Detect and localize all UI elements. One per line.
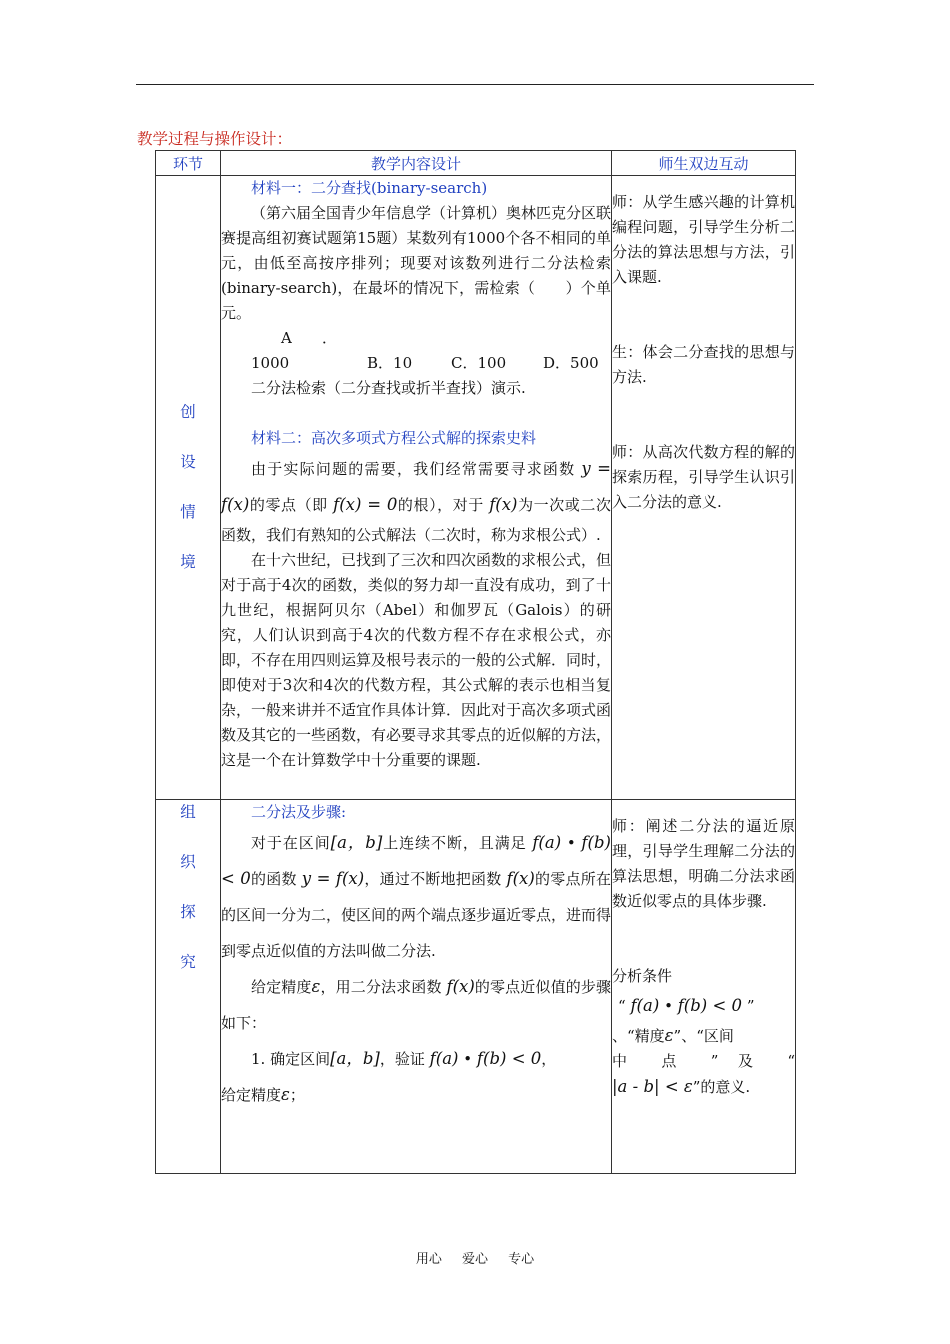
stage-char: 境: [180, 553, 196, 571]
dot-operator: •: [566, 834, 576, 852]
formula-fa: f(a): [630, 996, 660, 1015]
bisection-steps-intro: [221, 969, 611, 1041]
interval-ab: [a，b]: [330, 1049, 380, 1068]
header-content: 教学内容设计: [221, 151, 612, 176]
header-rule: [136, 84, 814, 85]
text-run: ，验证: [379, 1050, 425, 1068]
analysis-title: 分析条件: [612, 967, 673, 985]
formula-fx-eq-0: f(x) = 0: [333, 495, 398, 514]
stage-char: 究: [180, 953, 196, 971]
bisection-step-1: [221, 1041, 611, 1077]
formula-fb-lt-0: f(b) < 0: [677, 996, 743, 1015]
stage-char: 情: [180, 503, 196, 521]
table-header-row: [156, 151, 796, 176]
text-run: 给定精度: [221, 1086, 282, 1104]
bisection-step-1-cont: [221, 1077, 611, 1113]
bisection-title: 二分法及步骤:: [251, 803, 347, 821]
student-note-1: 生：体会二分查找的思想与方法.: [612, 343, 795, 386]
option-a: A．1000: [251, 329, 337, 372]
text-run: 中: [612, 1052, 642, 1070]
interaction-cell: [612, 176, 796, 800]
bisection-definition: [221, 825, 611, 969]
section-heading: 教学过程与操作设计：: [137, 130, 293, 148]
epsilon-symbol: ε: [281, 1085, 290, 1104]
footer-text: 爱心: [461, 1252, 488, 1267]
material-two-title: 材料二：高次多项式方程公式解的探索史料: [251, 429, 537, 447]
header-stage: 环节: [156, 151, 221, 176]
footer-text: 用心: [415, 1252, 442, 1267]
text-run: 及: [737, 1052, 768, 1070]
text-run: 的函数: [250, 870, 297, 888]
formula-abs-a-b-lt-eps: |a - b| < ε: [612, 1077, 693, 1096]
text-run: 上连续不断，且满足: [382, 834, 527, 852]
lesson-table: [155, 150, 796, 1174]
material-two-history: 在十六世纪，已找到了三次和四次函数的求根公式，但对于高于4次的函数，类似的努力却一直没有成功，到了十九世纪，根据阿贝尔（Abel）和伽罗瓦（Galois）的研究，人们认识到高于4次的代数方程不存在求根公式，亦即，不存在用四则运算及根号表示的一般的公式解．同时，即使对于3次和4次的代数方程，其公式解的表示也相当复杂，一般来讲并不适宜作具体计算．因此对于高次多项式函数及其它的一些函数，有必要寻求其零点的近似解的方法，这是一个在计算数学中十分重要的课题.: [221, 551, 612, 769]
teacher-note-1: 师：从学生感兴趣的计算机编程问题，引导学生分析二分法的算法思想与方法，引入课题.: [612, 193, 795, 286]
formula-fa: f(a): [429, 1049, 459, 1068]
analysis-line-2: [612, 1023, 795, 1049]
material-one-title: 材料一：二分查找(binary-search): [251, 179, 488, 197]
quote-open: “: [618, 997, 626, 1015]
demo-note: 二分法检索（二分查找或折半查找）演示.: [251, 379, 526, 397]
content-cell: [221, 800, 612, 1174]
text-run: ”、“区间: [673, 1027, 734, 1045]
stage-char: 设: [180, 453, 196, 471]
stage-cell: [156, 800, 221, 1174]
table-row: [156, 176, 796, 800]
interval-ab: [a，b]: [330, 833, 383, 852]
text-run: ，用二分法求函数: [320, 978, 442, 996]
analysis-line-4: [612, 1074, 795, 1100]
footer-text: 专心: [508, 1252, 535, 1267]
formula-y-eq-fx: y = f(x): [301, 869, 365, 888]
epsilon-symbol: ε: [311, 977, 321, 996]
text-run: 给定精度: [251, 978, 312, 996]
interaction-cell: [612, 800, 796, 1174]
formula-y-eq-fx: y = f(x): [221, 459, 611, 514]
formula-fx: f(x): [446, 977, 475, 996]
formula-fb-lt-0: f(b) < 0: [221, 833, 611, 888]
text-run: ，通过不断地把函数: [364, 870, 502, 888]
text-run: 的零点（即: [249, 496, 328, 514]
material-one-text: （第六届全国青少年信息学（计算机）奥林匹克分区联赛提高组初赛试题第15题）某数列有1000个各不相同的单元，由低至高按序排列；现要对该数列进行二分法检索(binary-search)，在最坏的情况下，需检索（ ）个单元。: [221, 204, 612, 322]
text-run: 点: [661, 1052, 692, 1070]
text-run: 为一次或二次函数，我们有熟知的公式解法（二次时，称为求根公式）.: [221, 496, 611, 544]
teacher-note-3: 师：阐述二分法的逼近原理，引导学生理解二分法的算法思想，明确二分法求函数近似零点的具体步骤.: [612, 817, 795, 910]
teacher-note-2: 师：从高次代数方程的解的探索历程，引导学生认识引入二分法的意义.: [612, 443, 795, 511]
stage-char: 探: [180, 903, 196, 921]
material-two-intro: [221, 451, 611, 548]
option-d: D．500: [543, 354, 599, 372]
stage-char: 织: [180, 853, 196, 871]
text-run: 1. 确定区间: [251, 1050, 331, 1068]
text-run: 的零点所在的区间一分为二，使区间的两个端点逐步逼近零点，进而得到零点近似值的方法叫做二分法.: [221, 870, 612, 960]
text-run: “: [787, 1052, 795, 1070]
analysis-line-3: [612, 1049, 795, 1074]
text-run: 的根），对于: [397, 496, 484, 514]
page-footer: [0, 1248, 950, 1267]
stage-cell: [156, 176, 221, 800]
dot-operator: •: [664, 997, 673, 1015]
analysis-condition: [612, 989, 795, 1023]
option-c: C．100: [451, 354, 507, 372]
stage-char: 创: [180, 403, 196, 421]
header-interaction: 师生双边互动: [612, 151, 796, 176]
content-cell: [221, 176, 612, 800]
formula-fa: f(a): [532, 833, 562, 852]
text-run: 由于实际问题的需要，我们经常需要寻求函数: [251, 460, 576, 478]
table-row: [156, 800, 796, 1174]
quote-close: ”: [746, 997, 755, 1015]
text-run: ”的意义.: [692, 1078, 751, 1096]
text-run: 的零点近似值的步骤如下：: [221, 978, 611, 1032]
text-run: ，: [541, 1050, 557, 1068]
text-run: ”: [710, 1052, 719, 1070]
formula-fx: f(x): [506, 869, 535, 888]
option-b: B．10: [367, 354, 413, 372]
formula-fb-lt-0: f(b) < 0: [476, 1049, 542, 1068]
dot-operator: •: [463, 1050, 473, 1068]
text-run: 、“精度: [612, 1027, 665, 1045]
formula-fx: f(x): [489, 495, 518, 514]
text-run: 对于在区间: [251, 834, 331, 852]
epsilon-symbol: ε: [664, 1026, 674, 1045]
stage-char: 组: [180, 803, 196, 821]
answer-options: [221, 326, 611, 376]
text-run: ；: [289, 1086, 305, 1104]
